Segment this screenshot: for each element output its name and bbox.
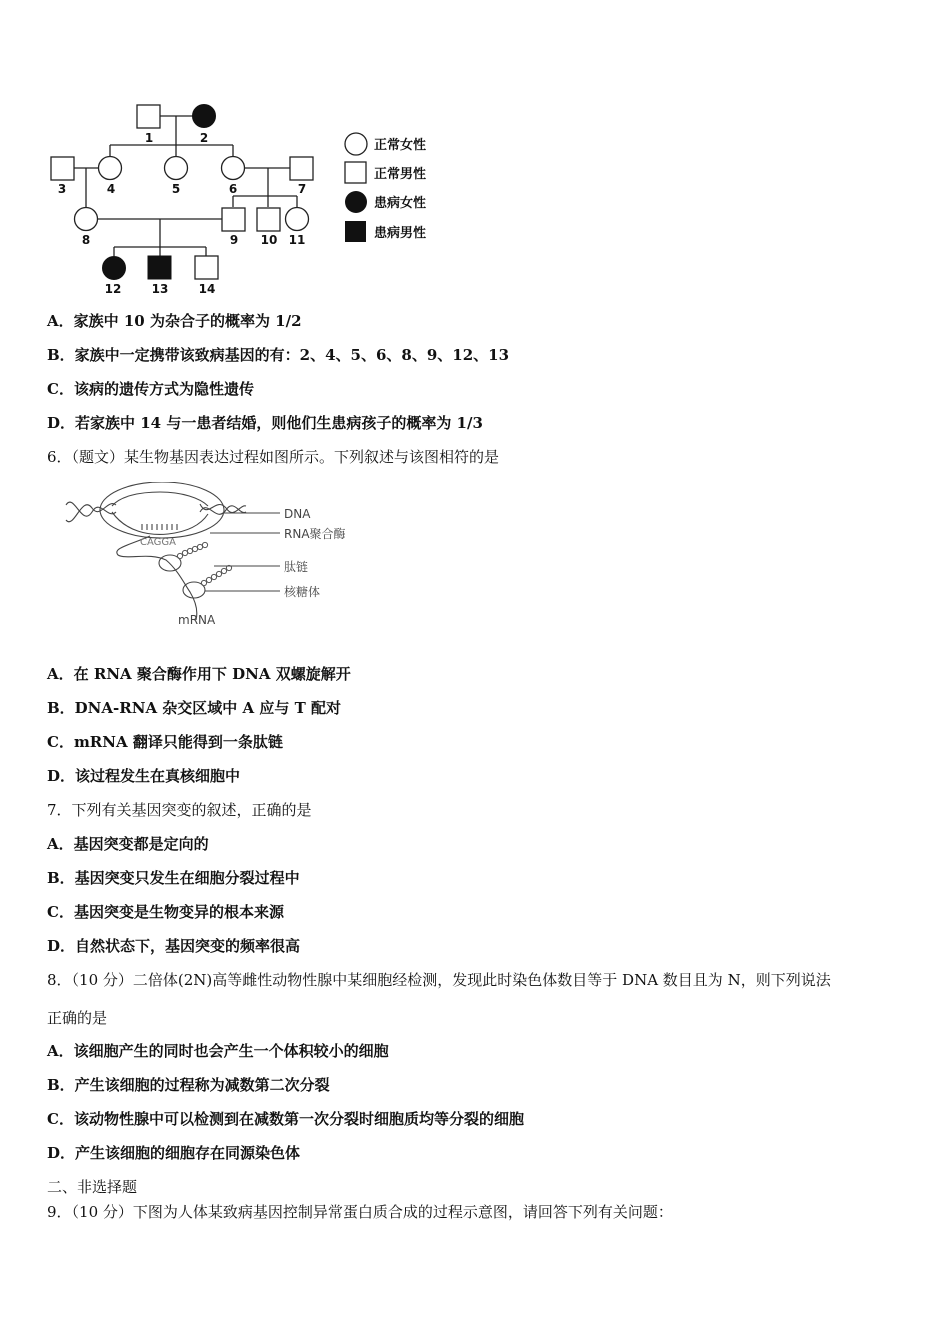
label-1: 1	[144, 131, 154, 145]
q8-option-d: D．产生该细胞的细胞存在同源染色体	[47, 1144, 301, 1162]
label-12: 12	[104, 282, 122, 296]
individual-1	[137, 105, 160, 128]
legend-affected-female-symbol	[345, 191, 367, 213]
q7-stem: 7．下列有关基因突变的叙述，正确的是	[47, 801, 312, 819]
pedigree-chart	[40, 95, 460, 305]
label-rna-polymerase: RNA聚合酶	[284, 527, 346, 541]
individual-7	[290, 157, 313, 180]
q6-option-c: C．mRNA 翻译只能得到一条肽链	[47, 733, 283, 751]
label-peptide: 肽链	[284, 560, 309, 574]
q5-option-d: D．若家族中 14 与一患者结婚，则他们生患病孩子的概率为 1/3	[47, 414, 483, 432]
label-5: 5	[171, 182, 181, 196]
individual-4	[99, 157, 122, 180]
label-8: 8	[81, 233, 91, 247]
label-11: 11	[288, 233, 306, 247]
label-ribosome: 核糖体	[284, 585, 321, 599]
label-14: 14	[198, 282, 216, 296]
q5-option-b: B．家族中一定携带该致病基因的有：2、4、5、6、8、9、12、13	[47, 346, 510, 364]
q5-option-c: C．该病的遗传方式为隐性遗传	[47, 380, 254, 398]
q8-option-a: A．该细胞产生的同时也会产生一个体积较小的细胞	[47, 1042, 389, 1060]
legend-affected-male-symbol	[345, 221, 366, 242]
label-13: 13	[151, 282, 169, 296]
gene-expression-diagram	[60, 482, 360, 632]
q7-option-a: A．基因突变都是定向的	[47, 835, 209, 853]
q7-option-d: D．自然状态下，基因突变的频率很高	[47, 937, 301, 955]
q9-stem: 9．（10 分）下图为人体某致病基因控制异常蛋白质合成的过程示意图，请回答下列有关问题：	[47, 1203, 673, 1221]
label-mrna: mRNA	[178, 613, 216, 627]
label-4: 4	[106, 182, 116, 196]
individual-2	[193, 105, 216, 128]
legend-normal-female: 正常女性	[374, 138, 427, 153]
q6-stem: 6．（题文）某生物基因表达过程如图所示。下列叙述与该图相符的是	[47, 448, 500, 466]
individual-6	[222, 157, 245, 180]
label-6: 6	[228, 182, 238, 196]
hybrid-sequence-label: CAGGA	[140, 537, 176, 548]
individual-13	[148, 256, 171, 279]
legend-affected-female: 患病女性	[374, 196, 427, 211]
section-heading: 二、非选择题	[47, 1178, 138, 1196]
individual-11	[286, 208, 309, 231]
q8-stem-line2: 正确的是	[47, 1009, 108, 1027]
q6-option-d: D．该过程发生在真核细胞中	[47, 767, 241, 785]
q7-option-b: B．基因突变只发生在细胞分裂过程中	[47, 869, 300, 887]
label-9: 9	[229, 233, 239, 247]
label-7: 7	[297, 182, 307, 196]
q8-option-c: C．该动物性腺中可以检测到在减数第一次分裂时细胞质均等分裂的细胞	[47, 1110, 524, 1128]
q5-option-a: A．家族中 10 为杂合子的概率为 1/2	[47, 312, 302, 330]
individual-5	[165, 157, 188, 180]
individual-14	[195, 256, 218, 279]
q8-stem-line1: 8．（10 分）二倍体(2N)高等雌性动物性腺中某细胞经检测，发现此时染色体数目等于 DNA 数目且为 N，则下列说法	[47, 971, 831, 989]
label-10: 10	[260, 233, 278, 247]
legend-normal-male-symbol	[345, 162, 366, 183]
q7-option-c: C．基因突变是生物变异的根本来源	[47, 903, 284, 921]
label-dna: DNA	[284, 507, 311, 521]
label-2: 2	[199, 131, 209, 145]
q6-option-b: B．DNA-RNA 杂交区域中 A 应与 T 配对	[47, 699, 341, 717]
label-3: 3	[57, 182, 67, 196]
individual-8	[75, 208, 98, 231]
legend-normal-male: 正常男性	[374, 167, 427, 182]
legend-normal-female-symbol	[345, 133, 367, 155]
individual-10	[257, 208, 280, 231]
q6-option-a: A．在 RNA 聚合酶作用下 DNA 双螺旋解开	[47, 665, 351, 683]
legend-affected-male: 患病男性	[374, 226, 427, 241]
individual-12	[103, 257, 126, 280]
individual-9	[222, 208, 245, 231]
q8-option-b: B．产生该细胞的过程称为减数第二次分裂	[47, 1076, 330, 1094]
individual-3	[51, 157, 74, 180]
